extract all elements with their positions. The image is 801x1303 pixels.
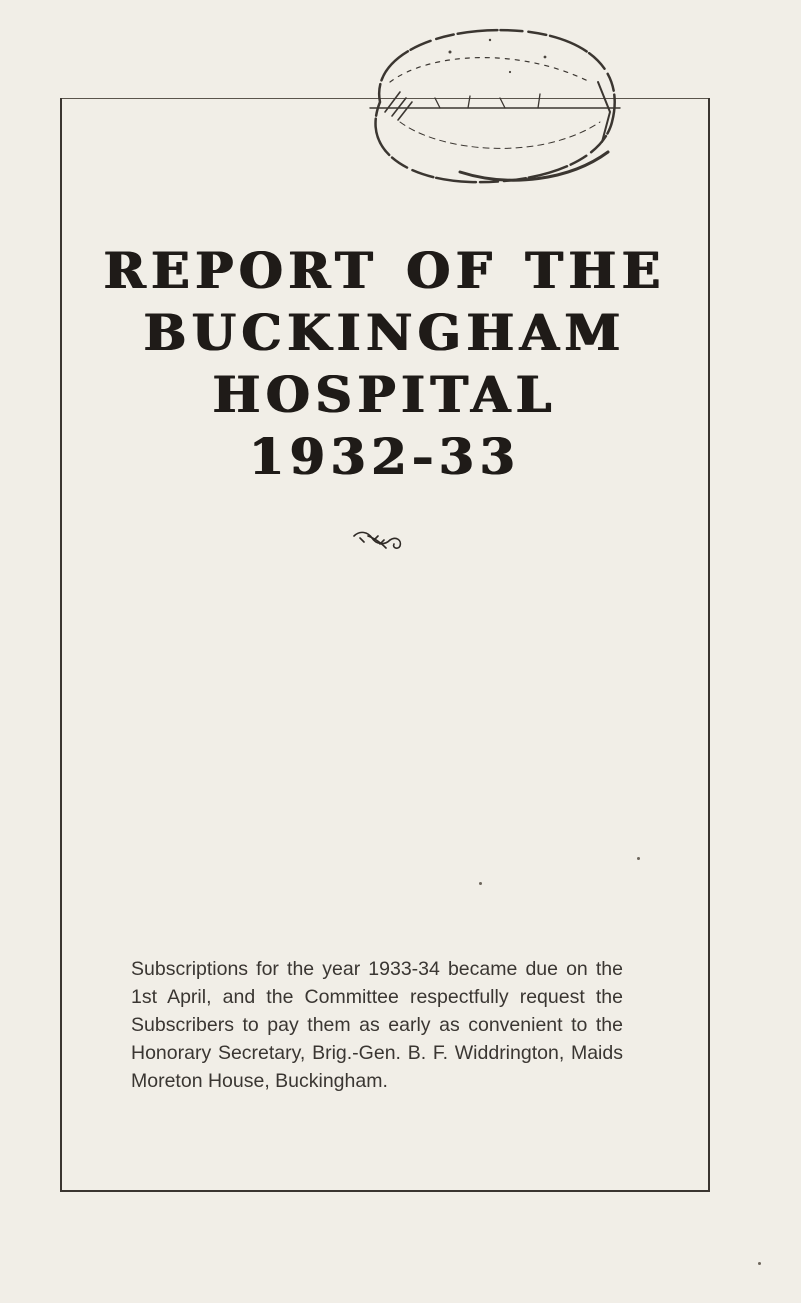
title-line-1 [60, 240, 710, 302]
title-word-report: REPORT [103, 241, 379, 300]
title-word-the: THE [525, 241, 667, 300]
title-line-4: 1932-33 [249, 427, 521, 486]
title-line-2: BUCKINGHAM [143, 303, 627, 362]
subscription-notice: Subscriptions for the year 1933-34 became due on the 1st April, and the Committee respectfully request the Subscribers to pay them as early as convenient to the Honorary Secretary, Brig.-Gen. B. F. Widdrington, Maids Moreton House, Buckingham. [131, 958, 623, 1092]
title-line-3: HOSPITAL [212, 365, 558, 424]
paper-speck [758, 1262, 761, 1265]
paper-speck [479, 882, 482, 885]
paper-speck [637, 857, 640, 860]
report-title [60, 240, 710, 488]
stamp-seal-icon [340, 12, 630, 190]
title-word-of: OF [406, 241, 498, 300]
flourish-ornament-icon [350, 528, 410, 552]
